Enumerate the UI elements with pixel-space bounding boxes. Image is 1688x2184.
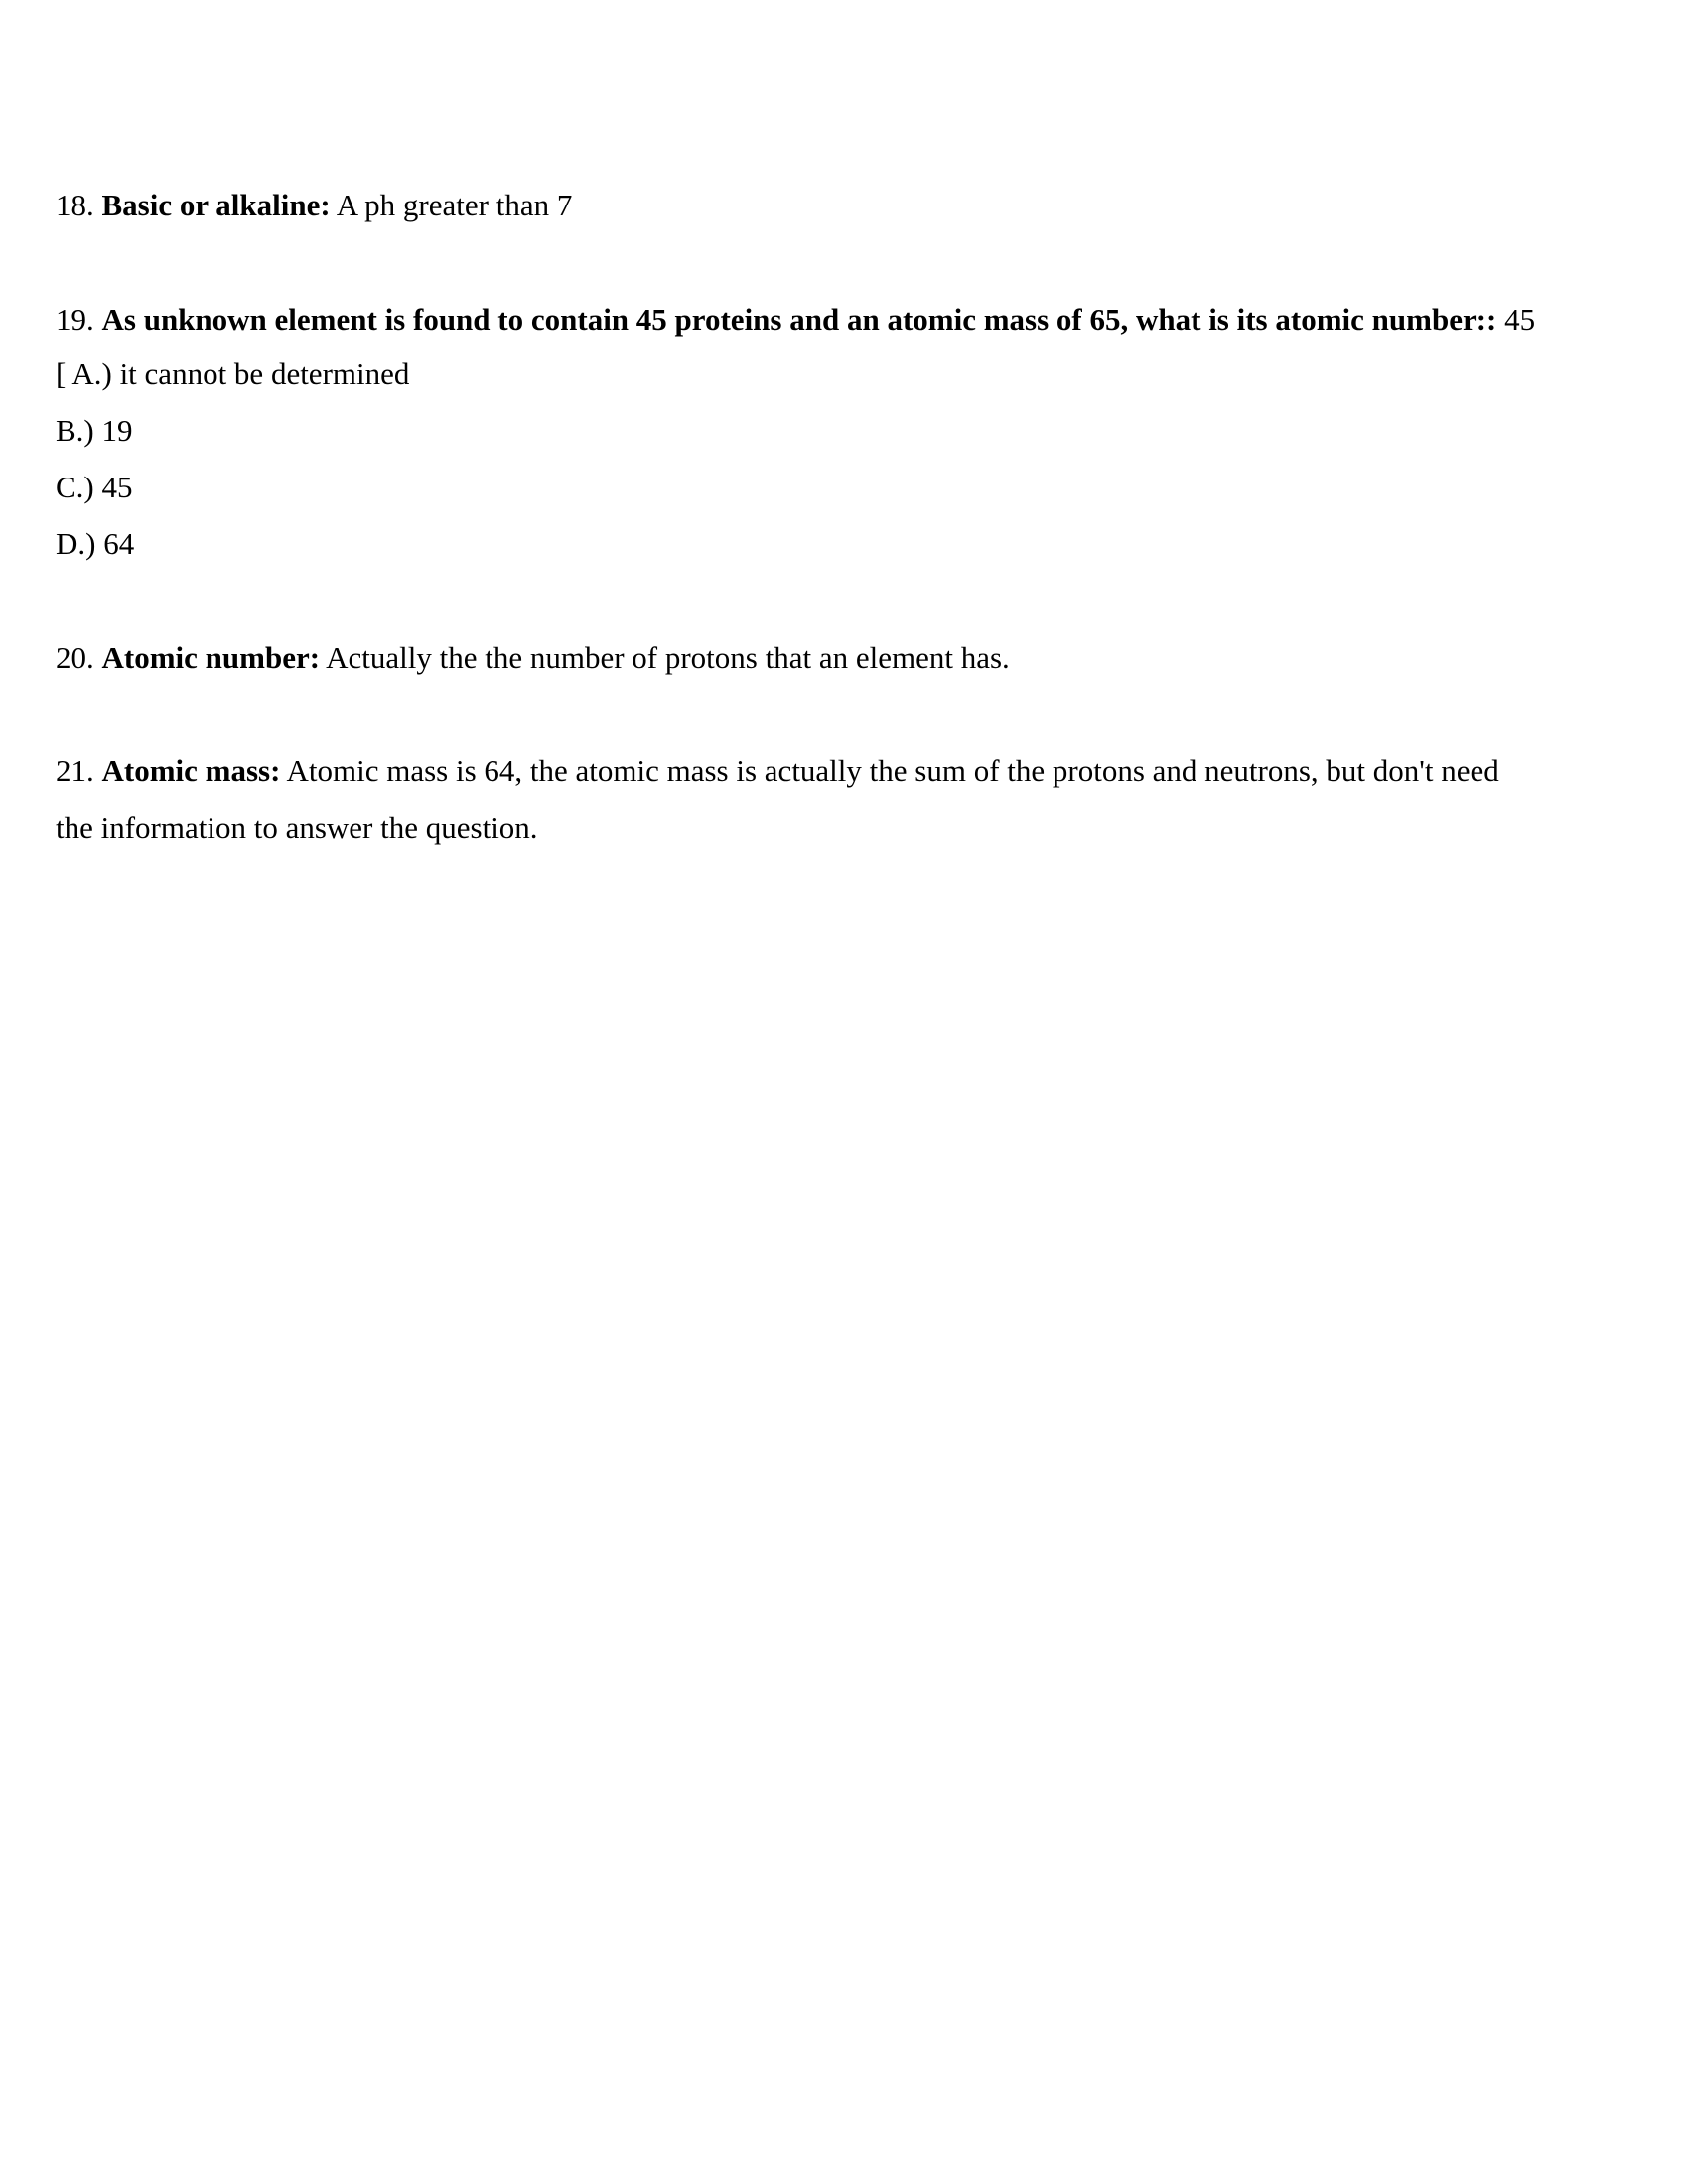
item-21 (56, 743, 1499, 799)
item-term: Atomic number: (101, 640, 321, 675)
item-number: 21. (56, 753, 94, 788)
item-text: Actually the the number of protons that an element has. (320, 640, 1010, 675)
item-number: 20. (56, 640, 94, 675)
item-number: 19. (56, 302, 94, 337)
item-number: 18. (56, 188, 94, 222)
item-question: As unknown element is found to contain 45 proteins and an atomic mass of 65, what is its atomic number:: (101, 302, 1497, 337)
item-18 (56, 177, 572, 233)
item-answer: 45 (1496, 302, 1536, 337)
option-a: [ A.) it cannot be determined (56, 356, 410, 391)
item-19 (56, 291, 1535, 347)
item-term: Basic or alkaline: (101, 188, 331, 222)
item-text: A ph greater than 7 (330, 188, 573, 222)
option-b: B.) 19 (56, 413, 133, 448)
item-term: Atomic mass: (101, 753, 281, 788)
item-text: Atomic mass is 64, the atomic mass is actually the sum of the protons and neutrons, but don't need (280, 753, 1499, 788)
item-20 (56, 629, 1010, 686)
item-21-continuation: the information to answer the question. (56, 810, 538, 845)
option-c: C.) 45 (56, 470, 133, 504)
option-d: D.) 64 (56, 526, 135, 561)
